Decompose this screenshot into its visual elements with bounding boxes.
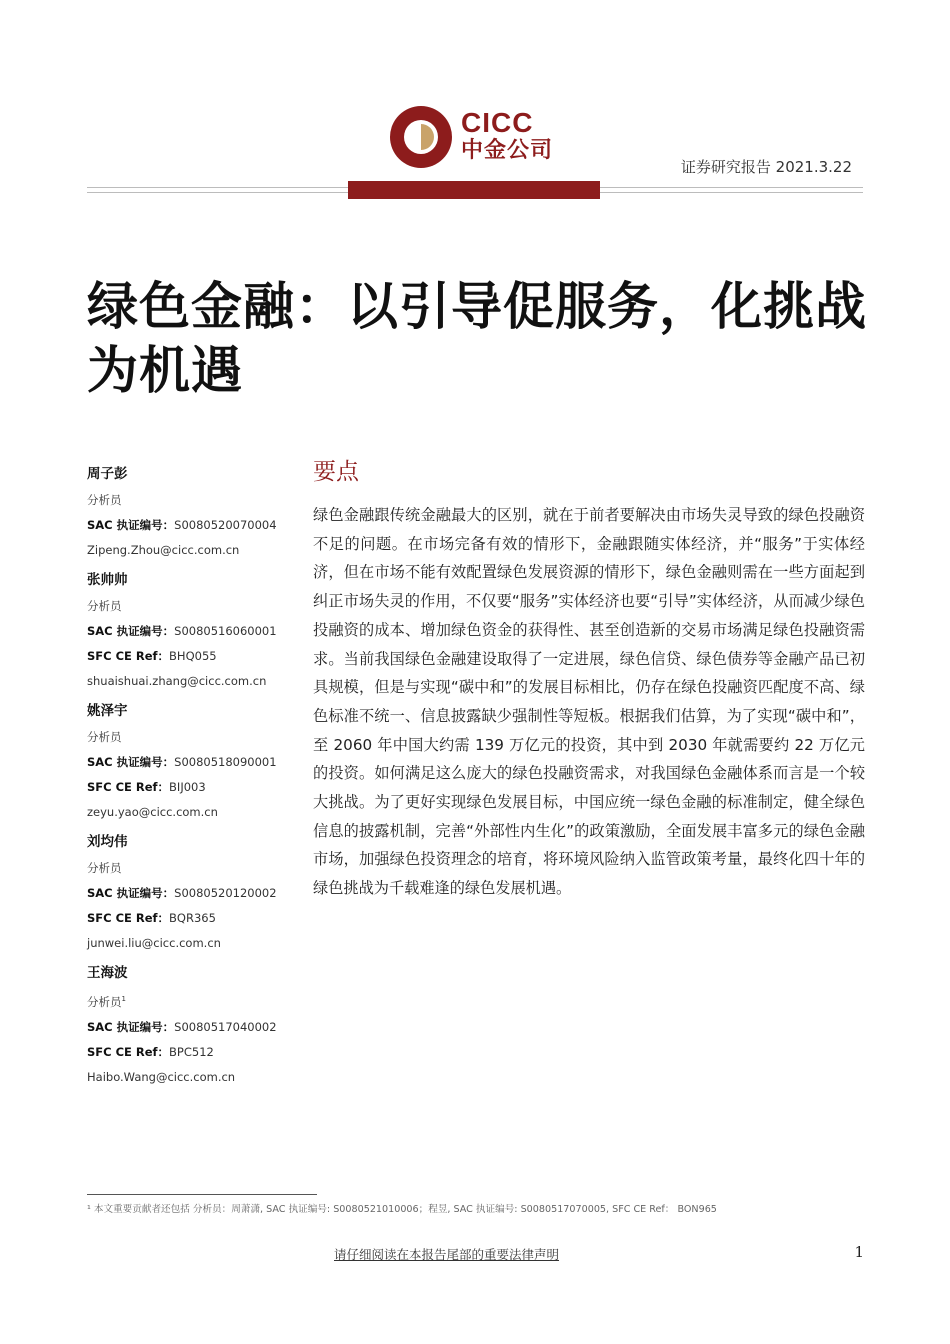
author-sac: SAC 执证编号：S0080520070004 (87, 518, 277, 532)
author-sfc: SFC CE Ref：BPC512 (87, 1044, 214, 1059)
cicc-logo (390, 106, 560, 170)
author-role: 分析员 (87, 599, 122, 613)
cicc-logo-icon (390, 106, 452, 168)
author-name: 刘均伟 (87, 834, 128, 850)
header-accent-bar (348, 181, 600, 199)
author-role: 分析员 (87, 730, 122, 744)
author-sfc: SFC CE Ref：BIJ003 (87, 780, 206, 794)
footnote-divider (87, 1194, 317, 1195)
author-role: 分析员 (87, 861, 122, 875)
author-card (87, 831, 302, 956)
author-sac: SAC 执证编号：S0080517040002 (87, 1019, 277, 1034)
logo-text-en: CICC (461, 107, 534, 138)
author-card (87, 569, 302, 694)
author-card (87, 700, 302, 825)
author-name: 周子彭 (87, 466, 128, 482)
report-type-date: 证券研究报告 2021.3.22 (680, 158, 852, 176)
author-sfc: SFC CE Ref：BHQ055 (87, 649, 217, 663)
logo-text-cn: 中金公司 (461, 138, 554, 163)
author-sac: SAC 执证编号：S0080516060001 (87, 624, 277, 638)
page-number: 1 (854, 1243, 864, 1261)
footnote-marker: 1 (121, 995, 126, 1003)
author-email[interactable]: Haibo.Wang@cicc.com.cn (87, 1069, 236, 1084)
author-email[interactable]: zeyu.yao@cicc.com.cn (87, 805, 218, 819)
author-email[interactable]: Zipeng.Zhou@cicc.com.cn (87, 543, 240, 557)
author-card (87, 962, 302, 1090)
author-role: 分析员$^1$ (87, 994, 126, 1009)
footnote: ¹ 本文重要贡献者还包括 分析员：周萧潇, SAC 执证编号: S0080521010006；程昱, SAC 执证编号: S0080517070005, SFC CE Ref： BON965 (87, 1204, 717, 1215)
author-name: 姚泽宇 (87, 703, 128, 719)
author-name: 王海波 (87, 965, 128, 981)
legal-disclaimer-link[interactable]: 请仔细阅读在本报告尾部的重要法律声明 (334, 1247, 560, 1262)
author-name: 张帅帅 (87, 572, 128, 588)
author-list (87, 463, 302, 1096)
author-email[interactable]: shuaishuai.zhang@cicc.com.cn (87, 674, 267, 688)
author-role: 分析员 (87, 493, 122, 507)
author-sac: SAC 执证编号：S0080518090001 (87, 755, 277, 769)
section-title-key-points: 要点 (313, 459, 359, 485)
author-email[interactable]: junwei.liu@cicc.com.cn (87, 936, 221, 950)
report-title: 绿色金融：以引导促服务，化挑战为机遇 (87, 278, 868, 401)
key-points-paragraph: 绿色金融跟传统金融最大的区别，就在于前者要解决由市场失灵导致的绿色投融资不足的问题。在市场完备有效的情形下，金融跟随实体经济，并“服务”于实体经济，但在市场不能有效配置绿色发展资源的情形下，绿色金融则需在一些方面起到纠正市场失灵的作用，不仅要“服务”实体经济也要“引导”实体经济，从而减少绿色投融资的成本、增加绿色资金的获得性、甚至创造新的交易市场满足绿色投融资需求。当前我国绿色金融建设取得了一定进展，绿色信贷、绿色债券等金融产品已初具规模，但是与实现“碳中和”的发展目标相比，仍存在绿色投融资匹配度不高、绿色标准不统一、信息披露缺少强制性等短板。根据我们估算，为了实现“碳中和”，至 2060 年中国大约需 139 万亿元的投资，其中到 2030 年就需要约 22 万亿元的投资。如何满足这么庞大的绿色投融资需求，对我国绿色金融体系而言是一个较大挑战。为了更好实现绿色发展目标，中国应统一绿色金融的标准制定，健全绿色信息的披露机制，完善“外部性内生化”的政策激励，全面发展丰富多元的绿色金融市场，加强绿色投资理念的培育，将环境风险纳入监管政策考量，最终化四十年的绿色挑战为千载难逢的绿色发展机遇。 (313, 506, 865, 898)
author-sfc: SFC CE Ref：BQR365 (87, 911, 216, 925)
author-card (87, 463, 302, 563)
author-sac: SAC 执证编号：S0080520120002 (87, 886, 277, 900)
